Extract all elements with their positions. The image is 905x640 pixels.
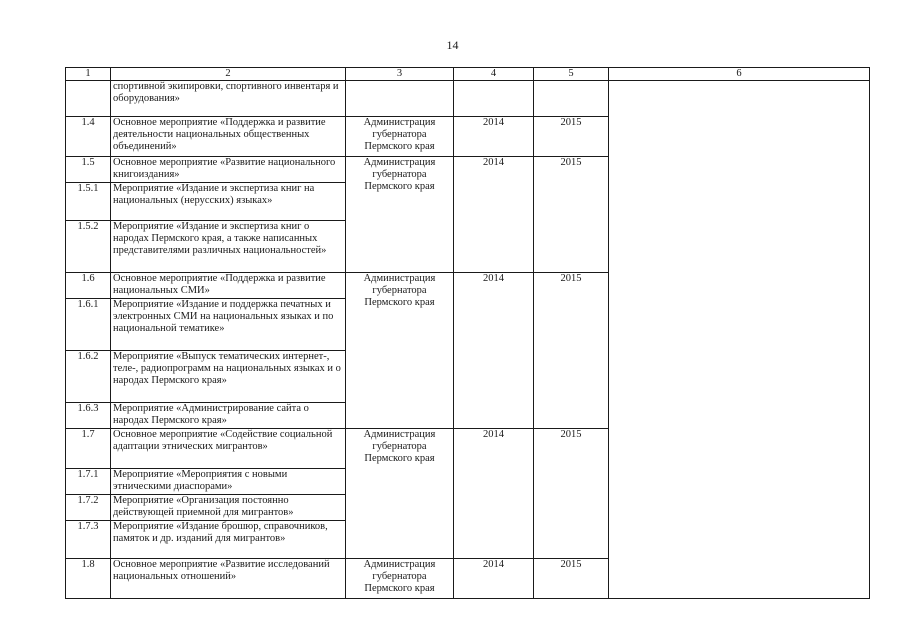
item-name: Основное мероприятие «Содействие социальной адаптации этнических мигрантов» bbox=[111, 429, 346, 469]
column-number-3: 3 bbox=[346, 68, 454, 81]
item-name: Мероприятие «Организация постоянно действующей приемной для мигрантов» bbox=[111, 495, 346, 521]
item-notes bbox=[609, 81, 870, 599]
page-number: 14 bbox=[446, 38, 459, 52]
column-number-1: 1 bbox=[66, 68, 111, 81]
column-number-header-row bbox=[66, 68, 870, 81]
item-name: спортивной экипировки, спортивного инвентаря и оборудования» bbox=[111, 81, 346, 117]
item-executor: Администрация губернатора Пермского края bbox=[346, 157, 454, 273]
item-name: Мероприятие «Мероприятия с новыми этническими диаспорами» bbox=[111, 469, 346, 495]
item-number: 1.5 bbox=[66, 157, 111, 183]
item-end-year: 2015 bbox=[534, 117, 609, 157]
item-number: 1.6.2 bbox=[66, 351, 111, 403]
item-start-year: 2014 bbox=[454, 273, 534, 429]
item-number: 1.6.3 bbox=[66, 403, 111, 429]
item-name: Мероприятие «Издание брошюр, справочников, памяток и др. изданий для мигрантов» bbox=[111, 521, 346, 559]
item-number: 1.7 bbox=[66, 429, 111, 469]
item-number: 1.4 bbox=[66, 117, 111, 157]
item-end-year bbox=[534, 81, 609, 117]
item-number bbox=[66, 81, 111, 117]
item-name: Мероприятие «Издание и экспертиза книг о народах Пермского края, а также написанных представителями различных национальностей» bbox=[111, 221, 346, 273]
item-start-year: 2014 bbox=[454, 117, 534, 157]
item-executor: Администрация губернатора Пермского края bbox=[346, 559, 454, 599]
item-name: Мероприятие «Издание и поддержка печатных и электронных СМИ на национальных языках и по национальной тематике» bbox=[111, 299, 346, 351]
item-executor: Администрация губернатора Пермского края bbox=[346, 273, 454, 429]
column-number-4: 4 bbox=[454, 68, 534, 81]
table-row bbox=[66, 81, 870, 117]
item-end-year: 2015 bbox=[534, 157, 609, 273]
column-number-5: 5 bbox=[534, 68, 609, 81]
item-number: 1.6 bbox=[66, 273, 111, 299]
item-number: 1.8 bbox=[66, 559, 111, 599]
item-number: 1.5.2 bbox=[66, 221, 111, 273]
column-number-6: 6 bbox=[609, 68, 870, 81]
column-number-2: 2 bbox=[111, 68, 346, 81]
item-end-year: 2015 bbox=[534, 429, 609, 559]
item-name: Мероприятие «Издание и экспертиза книг на национальных (нерусских) языках» bbox=[111, 183, 346, 221]
item-start-year: 2014 bbox=[454, 157, 534, 273]
item-executor bbox=[346, 81, 454, 117]
item-end-year: 2015 bbox=[534, 559, 609, 599]
item-number: 1.7.2 bbox=[66, 495, 111, 521]
item-number: 1.7.3 bbox=[66, 521, 111, 559]
item-number: 1.5.1 bbox=[66, 183, 111, 221]
item-end-year: 2015 bbox=[534, 273, 609, 429]
item-executor: Администрация губернатора Пермского края bbox=[346, 429, 454, 559]
item-executor: Администрация губернатора Пермского края bbox=[346, 117, 454, 157]
item-number: 1.6.1 bbox=[66, 299, 111, 351]
item-name: Мероприятие «Администрирование сайта о народах Пермского края» bbox=[111, 403, 346, 429]
item-number: 1.7.1 bbox=[66, 469, 111, 495]
item-name: Основное мероприятие «Поддержка и развитие национальных СМИ» bbox=[111, 273, 346, 299]
item-name: Мероприятие «Выпуск тематических интернет-, теле-, радиопрограмм на национальных языках и о народах Пермского края» bbox=[111, 351, 346, 403]
item-name: Основное мероприятие «Развитие исследований национальных отношений» bbox=[111, 559, 346, 599]
item-start-year: 2014 bbox=[454, 559, 534, 599]
item-start-year bbox=[454, 81, 534, 117]
item-start-year: 2014 bbox=[454, 429, 534, 559]
item-name: Основное мероприятие «Поддержка и развитие деятельности национальных общественных объединений» bbox=[111, 117, 346, 157]
item-name: Основное мероприятие «Развитие национального книгоиздания» bbox=[111, 157, 346, 183]
program-table bbox=[65, 67, 870, 599]
